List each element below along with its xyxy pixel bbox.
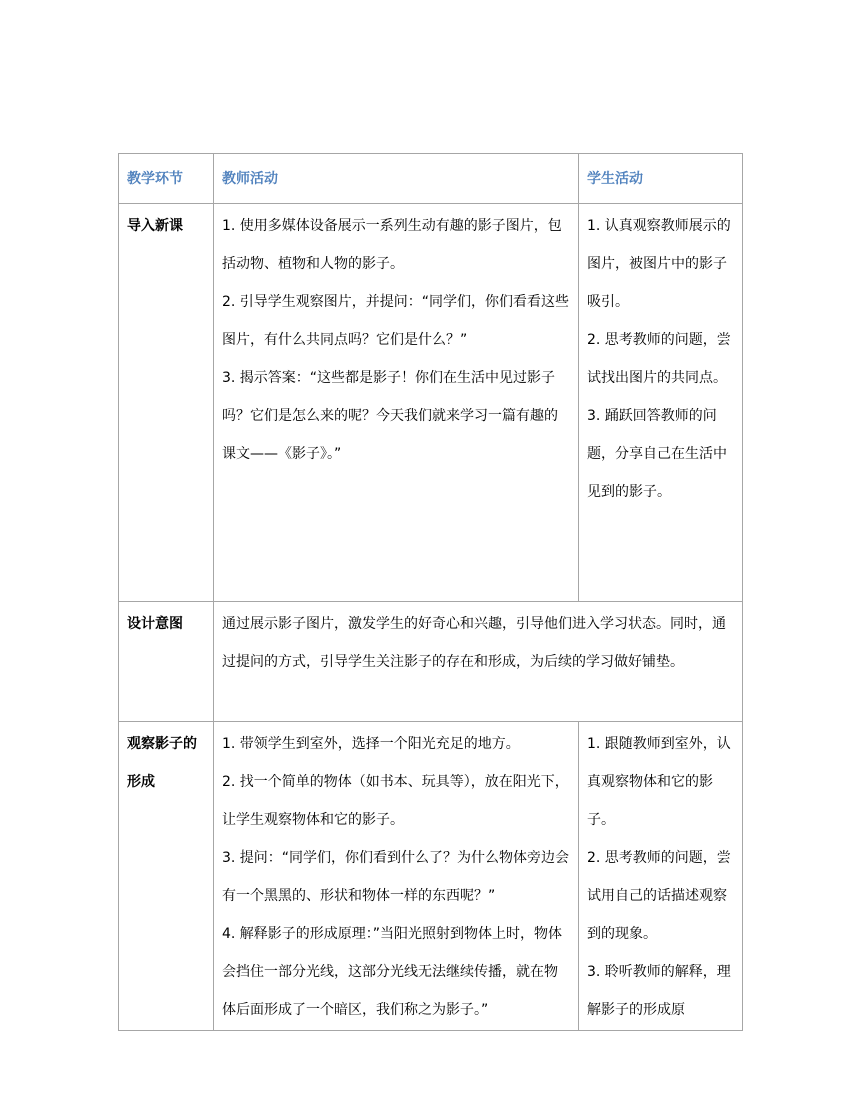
table-row xyxy=(119,602,743,722)
stage-label: 观察影子的形成 xyxy=(119,722,214,1031)
student-step: 1. 跟随教师到室外，认真观察物体和它的影子。 xyxy=(587,736,731,828)
teacher-activity-cell xyxy=(214,204,579,602)
teacher-step: 1. 带领学生到室外，选择一个阳光充足的地方。 xyxy=(222,736,520,752)
teacher-step: 3. 提问：“同学们，你们看到什么了？为什么物体旁边会有一个黑黑的、形状和物体一样的东西呢？” xyxy=(222,850,570,904)
teacher-activity-cell xyxy=(214,722,579,1031)
student-activity-cell xyxy=(579,722,743,1031)
student-step: 2. 思考教师的问题，尝试用自己的话描述观察到的现象。 xyxy=(587,850,731,942)
design-intent-cell: 通过展示影子图片，激发学生的好奇心和兴趣，引导他们进入学习状态。同时，通过提问的方式，引导学生关注影子的存在和形成，为后续的学习做好铺垫。 xyxy=(214,602,743,722)
teacher-step: 2. 找一个简单的物体（如书本、玩具等），放在阳光下，让学生观察物体和它的影子。 xyxy=(222,774,569,828)
teacher-step: 3. 揭示答案：“这些都是影子！你们在生活中见过影子吗？它们是怎么来的呢？今天我们就来学习一篇有趣的课文——《影子》。” xyxy=(222,370,558,462)
student-step: 1. 认真观察教师展示的图片，被图片中的影子吸引。 xyxy=(587,218,731,310)
student-step: 2. 思考教师的问题，尝试找出图片的共同点。 xyxy=(587,332,731,386)
stage-label: 设计意图 xyxy=(119,602,214,722)
table-header-row xyxy=(119,154,743,204)
stage-label: 导入新课 xyxy=(119,204,214,602)
teacher-step: 1. 使用多媒体设备展示一系列生动有趣的影子图片，包括动物、植物和人物的影子。 xyxy=(222,218,562,272)
teacher-step: 4. 解释影子的形成原理：”当阳光照射到物体上时，物体会挡住一部分光线，这部分光线无法继续传播，就在物体后面形成了一个暗区，我们称之为影子。” xyxy=(222,926,563,1018)
teacher-step: 2. 引导学生观察图片，并提问：“同学们，你们看看这些图片，有什么共同点吗？它们是什么？” xyxy=(222,294,570,348)
header-student-activity: 学生活动 xyxy=(579,154,743,204)
student-step: 3. 踊跃回答教师的问题，分享自己在生活中见到的影子。 xyxy=(587,408,727,500)
header-stage: 教学环节 xyxy=(119,154,214,204)
table-row xyxy=(119,204,743,602)
lesson-plan-table xyxy=(118,153,743,1031)
student-activity-cell xyxy=(579,204,743,602)
table-row xyxy=(119,722,743,1031)
header-teacher-activity: 教师活动 xyxy=(214,154,579,204)
student-step: 3. 聆听教师的解释，理解影子的形成原 xyxy=(587,964,731,1018)
